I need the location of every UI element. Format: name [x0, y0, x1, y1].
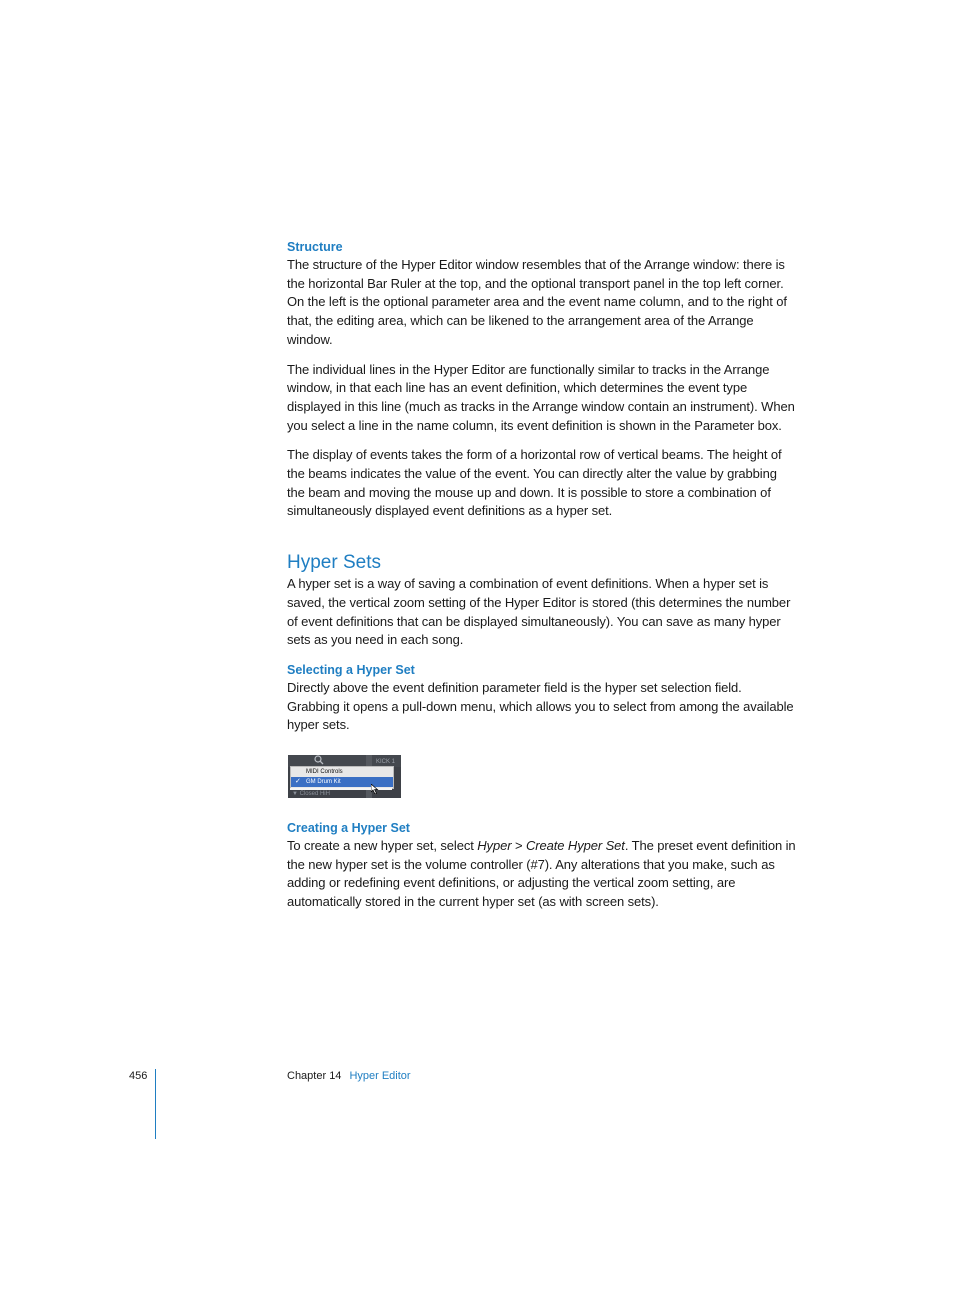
chapter-title: Hyper Editor — [349, 1070, 411, 1082]
footer-divider — [155, 1069, 156, 1139]
mouse-pointer-icon — [371, 784, 379, 794]
selecting-hyper-set-heading: Selecting a Hyper Set — [287, 662, 415, 677]
main-content — [287, 238, 797, 923]
page-number: 456 — [129, 1070, 148, 1082]
check-mark-icon: ✓ — [295, 778, 301, 786]
menu-item-label: MIDI Controls — [306, 769, 343, 776]
structure-heading: Structure — [287, 240, 343, 254]
hyper-sets-heading: Hyper Sets — [287, 552, 381, 574]
creating-hyper-set-heading: Creating a Hyper Set — [287, 821, 410, 836]
menu-path-hyper: Hyper — [477, 838, 512, 854]
paragraph-text: . The preset event definition in the new hyper set is the volume controller (#7). Any alterations that you make, such as adding or redefining event definitions, or adjusting the vertical zoom setting, are automatically stored in the current hyper set (as with screen sets). — [287, 838, 796, 910]
track-label: KICK 1 — [376, 759, 396, 766]
structure-paragraph-2: The individual lines in the Hyper Editor are functionally similar to tracks in the Arrange window, in that each line has an event definition, which determines the event type displayed in this line (much as tracks in the Arrange window contain an instrument). When you select a line in the name column, its event definition is shown in the Parameter box. — [287, 361, 795, 433]
menu-path-separator: > — [511, 838, 526, 854]
hyper-sets-paragraph: A hyper set is a way of saving a combination of event definitions. When a hyper set is saved, the vertical zoom setting of the Hyper Editor is stored (this determines the number of event definitions that can be displayed simultaneously). You can save as many hyper sets as you need in each song. — [287, 576, 791, 648]
menu-item-label: GM Drum Kit — [306, 779, 341, 786]
footer-chapter — [287, 1070, 411, 1082]
menu-path-create-hyper-set: Create Hyper Set — [525, 838, 625, 854]
menu-item-midi-controls[interactable] — [291, 767, 393, 777]
creating-hyper-set-paragraph — [287, 837, 797, 912]
structure-paragraph-1: The structure of the Hyper Editor window resembles that of the Arrange window: there is the horizontal Bar Ruler at the top, and the optional transport panel in the top left corner. On the left is the optional parameter area and the event name column, and to the right of that, the editing area, which can be likened to the arrangement area of the Arrange window. — [287, 257, 787, 347]
magnifier-icon — [314, 755, 324, 765]
selecting-hyper-set-paragraph: Directly above the event definition parameter field is the hyper set selection field. Grabbing it opens a pull-down menu, which allows you to select from among the available hyper sets. — [287, 679, 794, 733]
event-row-label: ▼ Closed HiH — [292, 791, 330, 798]
structure-paragraph-3: The display of events takes the form of a horizontal row of vertical beams. The height of the beams indicates the value of the event. You can directly alter the value by grabbing the beam and moving the mouse up and down. It is possible to store a combination of simultaneously displayed event definitions as a hyper set. — [287, 447, 782, 519]
paragraph-text: To create a new hyper set, select — [287, 838, 478, 854]
hyper-set-menu-screenshot — [288, 755, 401, 798]
chapter-label: Chapter 14 — [287, 1070, 342, 1082]
